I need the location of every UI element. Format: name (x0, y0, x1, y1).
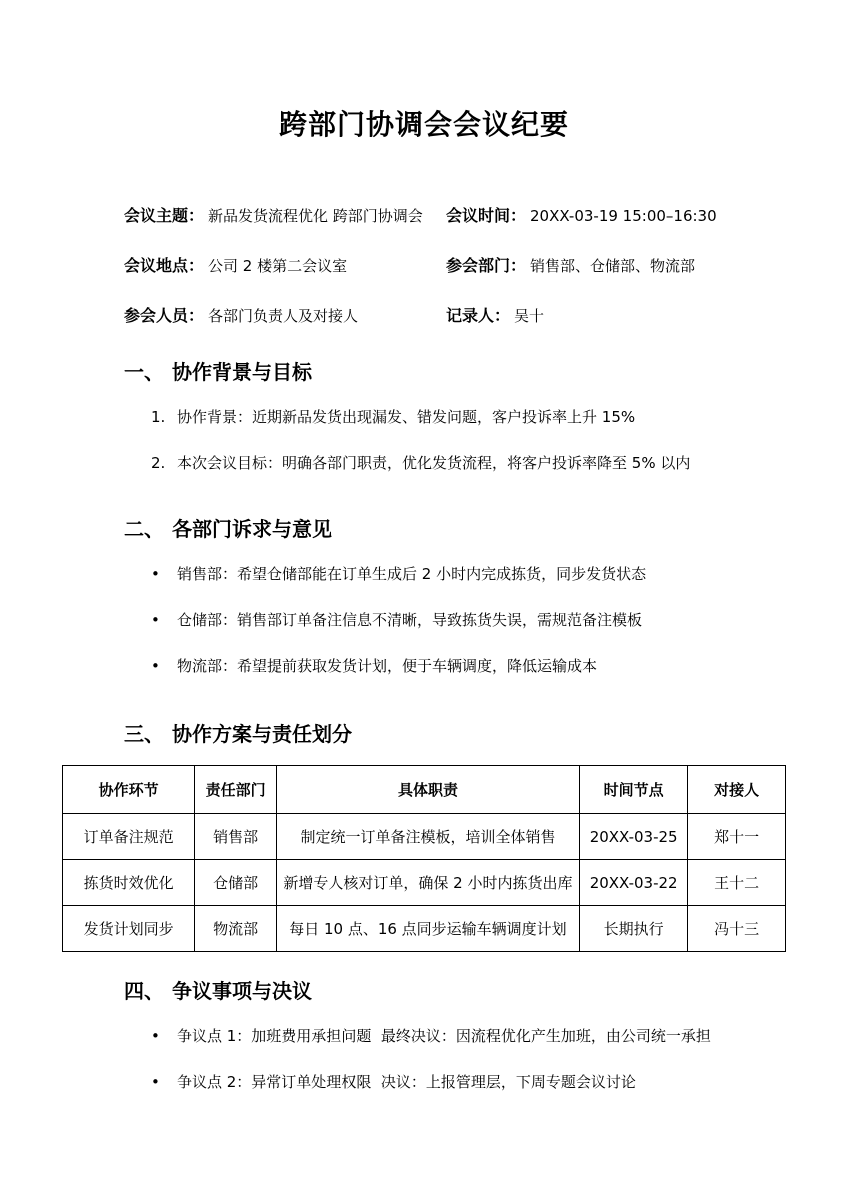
list-text: 协作背景：近期新品发货出现漏发、错发问题，客户投诉率上升 15% (177, 408, 636, 426)
meta-value: 20XX-03-19 15:00–16:30 (530, 206, 717, 225)
list-text: 仓储部：销售部订单备注信息不清晰，导致拣货失误，需规范备注模板 (177, 611, 643, 629)
meta-row (62, 239, 786, 289)
list-item (62, 610, 786, 630)
meta-value: 吴十 (514, 306, 545, 325)
meta-row (62, 289, 786, 339)
meta-value: 各部门负责人及对接人 (208, 306, 359, 325)
list-item (62, 656, 786, 676)
list-marker: 2. (151, 454, 166, 472)
meta-recorder (446, 303, 786, 326)
list-item (62, 564, 786, 584)
section-number: 三、 (124, 722, 164, 746)
meta-value: 新品发货流程优化 跨部门协调会 (208, 206, 423, 225)
section-background (62, 359, 786, 473)
section-number: 四、 (124, 979, 164, 1003)
bullet-icon: • (151, 611, 160, 629)
list-item (62, 407, 786, 427)
table-cell: 每日 10 点、16 点同步运输车辆调度计划 (276, 906, 579, 952)
bullet-icon: • (151, 1027, 160, 1045)
list-text: 本次会议目标：明确各部门职责，优化发货流程，将客户投诉率降至 5% 以内 (177, 454, 691, 472)
section-title: 协作方案与责任划分 (172, 722, 352, 746)
table-cell: 仓储部 (195, 860, 277, 906)
section-title: 争议事项与决议 (172, 979, 312, 1003)
meta-time (446, 203, 786, 226)
meta-attendees (124, 303, 446, 326)
list-text: 物流部：希望提前获取发货计划，便于车辆调度，降低运输成本 (177, 657, 598, 675)
list-marker: 1. (151, 408, 166, 426)
meta-label: 会议主题： (124, 205, 205, 225)
section-plan (62, 721, 786, 952)
table-header-cell: 具体职责 (276, 766, 579, 814)
meta-label: 会议时间： (446, 205, 527, 225)
page-title: 跨部门协调会会议纪要 (278, 108, 569, 141)
table-header-row (63, 766, 786, 814)
table-row (63, 860, 786, 906)
table-row (63, 814, 786, 860)
table-cell: 拣货时效优化 (63, 860, 195, 906)
meta-value: 销售部、仓储部、物流部 (530, 256, 696, 275)
list-text: 销售部：希望仓储部能在订单生成后 2 小时内完成拣货，同步发货状态 (177, 565, 647, 583)
list-item (62, 1026, 786, 1046)
table-cell: 冯十三 (688, 906, 786, 952)
table-cell: 制定统一订单备注模板，培训全体销售 (276, 814, 579, 860)
section-heading (62, 721, 786, 747)
table-header-cell: 协作环节 (63, 766, 195, 814)
section-disputes (62, 978, 786, 1092)
section-title: 各部门诉求与意见 (172, 517, 332, 541)
section-heading (62, 516, 786, 542)
section-number: 二、 (124, 517, 164, 541)
meta-departments (446, 253, 786, 276)
meta-block (62, 189, 786, 339)
table-row (63, 906, 786, 952)
responsibility-table (62, 765, 786, 952)
table-cell: 郑十一 (688, 814, 786, 860)
section-heading (62, 978, 786, 1004)
meta-label: 记录人： (446, 305, 511, 325)
list-text: 争议点 1：加班费用承担问题 最终决议：因流程优化产生加班，由公司统一承担 (177, 1027, 711, 1045)
section-number: 一、 (124, 360, 164, 384)
table-cell: 订单备注规范 (63, 814, 195, 860)
table-cell: 发货计划同步 (63, 906, 195, 952)
meta-label: 参会人员： (124, 305, 205, 325)
section-title: 协作背景与目标 (172, 360, 312, 384)
meta-row (62, 189, 786, 239)
bullet-icon: • (151, 1073, 160, 1091)
meta-label: 参会部门： (446, 255, 527, 275)
table-cell: 王十二 (688, 860, 786, 906)
table-cell: 20XX-03-25 (579, 814, 687, 860)
meta-label: 会议地点： (124, 255, 205, 275)
table-cell: 长期执行 (579, 906, 687, 952)
table-cell: 物流部 (195, 906, 277, 952)
table-header-cell: 对接人 (688, 766, 786, 814)
list-item (62, 453, 786, 473)
list-item (62, 1072, 786, 1092)
section-demands (62, 516, 786, 676)
table-header-cell: 时间节点 (579, 766, 687, 814)
table-cell: 新增专人核对订单，确保 2 小时内拣货出库 (276, 860, 579, 906)
meta-value: 公司 2 楼第二会议室 (208, 256, 348, 275)
table-header-cell: 责任部门 (195, 766, 277, 814)
table-cell: 销售部 (195, 814, 277, 860)
meta-topic (124, 203, 446, 226)
bullet-icon: • (151, 657, 160, 675)
list-text: 争议点 2：异常订单处理权限 决议：上报管理层，下周专题会议讨论 (177, 1073, 636, 1091)
table-cell: 20XX-03-22 (579, 860, 687, 906)
bullet-icon: • (151, 565, 160, 583)
section-heading (62, 359, 786, 385)
meta-location (124, 253, 446, 276)
